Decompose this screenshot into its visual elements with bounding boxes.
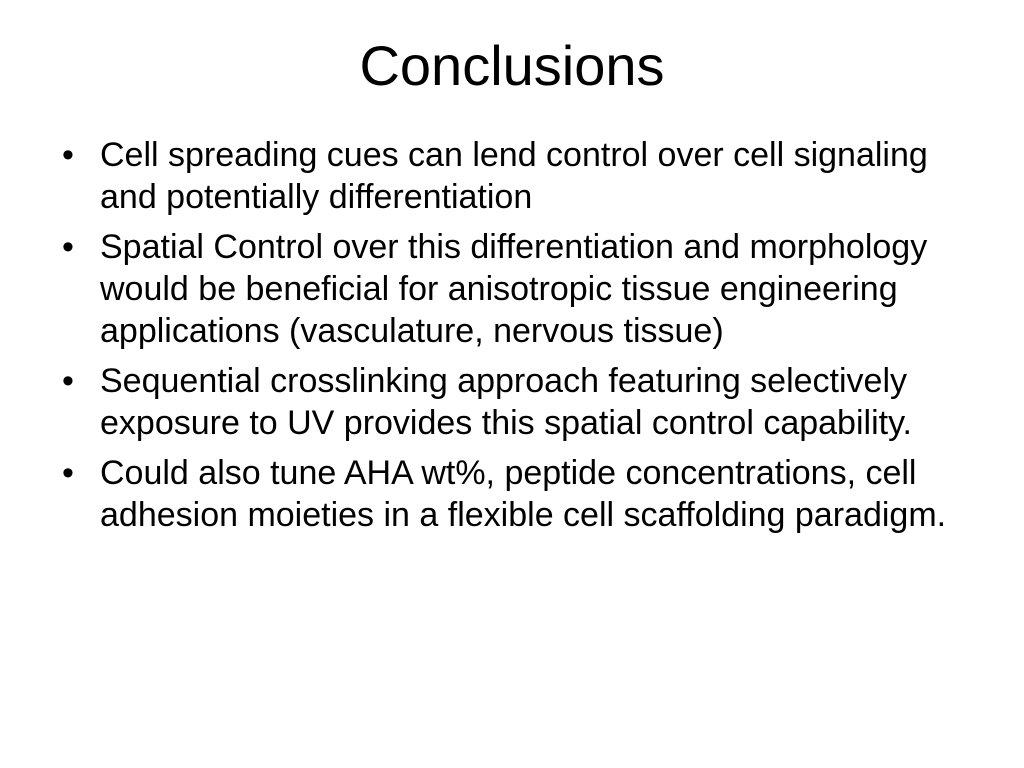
bullet-item xyxy=(58,134,958,218)
bullet-text: Sequential crosslinking approach featuring selectively exposure to UV provides this spatial control capability. xyxy=(100,362,912,442)
bullet-item xyxy=(58,360,958,444)
bullet-icon: • xyxy=(62,454,74,492)
bullet-item xyxy=(58,226,958,352)
bullet-icon: • xyxy=(62,136,74,174)
bullet-text: Spatial Control over this differentiation and morphology would be beneficial for anisotropic tissue engineering applications (vasculature, nervous tissue) xyxy=(100,228,928,350)
bullet-icon: • xyxy=(62,228,74,266)
bullet-text: Could also tune AHA wt%, peptide concentrations, cell adhesion moieties in a flexible cell scaffolding paradigm. xyxy=(100,454,947,534)
slide-title: Conclusions xyxy=(359,34,665,97)
bullet-list xyxy=(58,134,958,544)
bullet-icon: • xyxy=(62,362,74,400)
bullet-text: Cell spreading cues can lend control over cell signaling and potentially differentiation xyxy=(100,136,928,216)
bullet-item xyxy=(58,452,958,536)
